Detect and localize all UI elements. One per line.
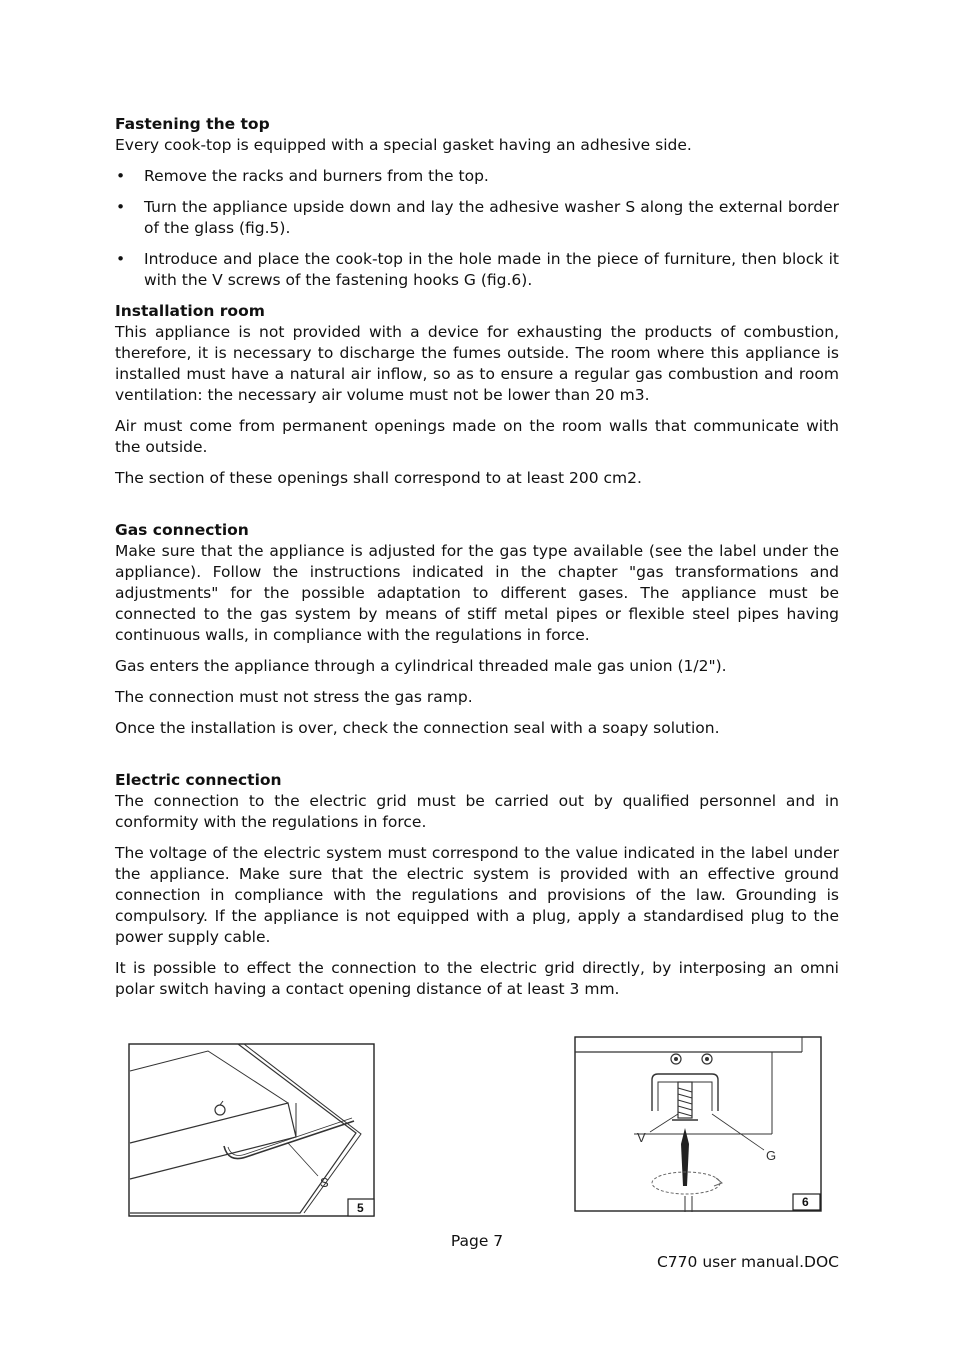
paragraph: Make sure that the appliance is adjusted for the gas type available (see the label under the appliance). Follow the instructions indicated in the chapter "gas transformations and adjustments" for the possible adaptation to different gases. The appliance must be connected to the gas system by means of stiff metal pipes or flexible steel pipes having continuous walls, in compliance with the regulations in force.	[115, 542, 839, 644]
document-body	[115, 114, 839, 1010]
figure-5-label-s: S	[320, 1175, 329, 1190]
figure-6-label-g: G	[766, 1148, 777, 1163]
figure-5-number: 5	[357, 1201, 364, 1215]
paragraph: Gas enters the appliance through a cylindrical threaded male gas union (1/2").	[115, 657, 727, 675]
paragraph: The connection must not stress the gas ramp.	[115, 688, 473, 706]
paragraph: The connection to the electric grid must be carried out by qualified personnel and in conformity with the regulations in force.	[115, 792, 839, 831]
fastening-intro: Every cook-top is equipped with a special gasket having an adhesive side.	[115, 136, 692, 154]
figure-6-label-v: V	[637, 1130, 646, 1145]
paragraph: It is possible to effect the connection to the electric grid directly, by interposing an omni polar switch having a contact opening distance of at least 3 mm.	[115, 959, 839, 998]
paragraph: Air must come from permanent openings made on the room walls that communicate with the outside.	[115, 417, 839, 456]
paragraph: The voltage of the electric system must correspond to the value indicated in the label under the appliance. Make sure that the electric system is provided with an effective ground connection in compliance with the regulations and provisions of the law. Grounding is compulsory. If the appliance is not equipped with a plug, apply a standardised plug to the power supply cable.	[115, 844, 839, 946]
figure-5-gasket-diagram	[128, 1043, 376, 1218]
paragraph: The section of these openings shall correspond to at least 200 cm2.	[115, 469, 642, 487]
paragraph: This appliance is not provided with a device for exhausting the products of combustion, therefore, it is necessary to discharge the fumes outside. The room where this appliance is installed must have a natural air inflow, so as to ensure a regular gas combustion and room ventilation: the necessary air volume must not be lower than 20 m3.	[115, 323, 839, 404]
paragraph: Once the installation is over, check the connection seal with a soapy solution.	[115, 719, 720, 737]
figure-6-number: 6	[802, 1195, 809, 1209]
heading-electric-connection: Electric connection	[115, 771, 282, 789]
heading-installation-room: Installation room	[115, 302, 265, 320]
list-item: • Turn the appliance upside down and lay the adhesive washer S along the external border of the glass (fig.5).	[115, 197, 839, 239]
heading-gas-connection: Gas connection	[115, 521, 249, 539]
list-item: • Introduce and place the cook-top in the hole made in the piece of furniture, then block it with the V screws of the fastening hooks G (fig.6).	[115, 249, 839, 291]
heading-fastening: Fastening the top	[115, 115, 270, 133]
fastening-steps	[115, 166, 839, 291]
list-item: • Remove the racks and burners from the top.	[115, 166, 839, 187]
figure-6-fastening-hook-diagram	[574, 1036, 824, 1214]
page-number: Page 7	[450, 1232, 504, 1250]
document-filename: C770 user manual.DOC	[656, 1253, 839, 1271]
